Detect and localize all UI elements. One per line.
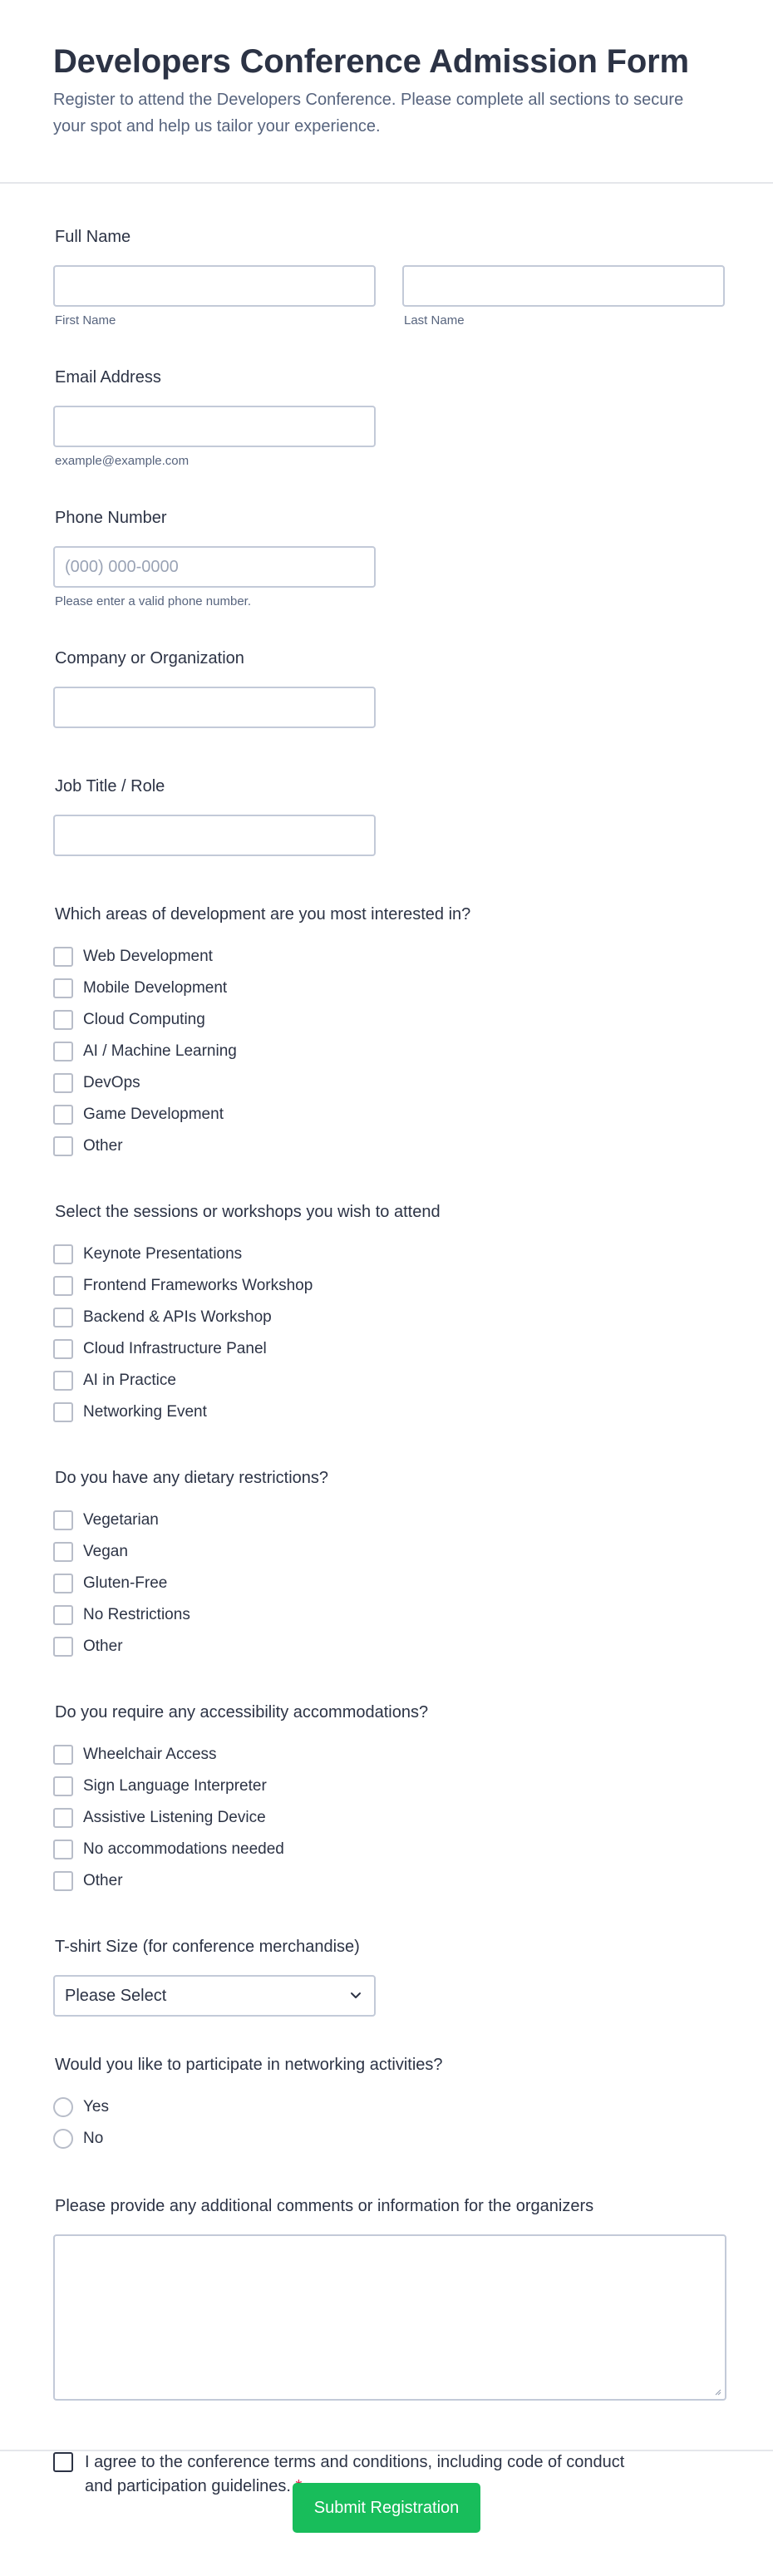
job-title-label: Job Title / Role <box>55 777 165 795</box>
option-label: Sign Language Interpreter <box>83 1777 267 1795</box>
option-label: Mobile Development <box>83 979 228 997</box>
form-header <box>0 0 773 184</box>
submit-button[interactable]: Submit Registration <box>293 2483 480 2533</box>
tshirt-size-select[interactable] <box>53 1975 376 2017</box>
option-label: Cloud Infrastructure Panel <box>83 1340 267 1357</box>
checkbox-option[interactable] <box>53 1505 728 1536</box>
form-description: Register to attend the Developers Conference. Please complete all sections to secure your spot and help us tailor your experience. <box>53 91 684 135</box>
checkbox-option[interactable] <box>53 1599 728 1631</box>
checkbox[interactable] <box>53 1010 73 1030</box>
option-label: Assistive Listening Device <box>83 1809 266 1826</box>
select-value: Please Select <box>65 1986 167 2005</box>
job-title-field <box>53 775 728 856</box>
checkbox[interactable] <box>53 1574 73 1593</box>
checkbox[interactable] <box>53 1073 73 1093</box>
checkbox-option[interactable] <box>53 1536 728 1568</box>
checkbox-option[interactable] <box>53 973 728 1004</box>
checkbox-option[interactable] <box>53 1270 728 1302</box>
last-name-input[interactable] <box>402 265 725 307</box>
email-sublabel: example@example.com <box>55 454 190 468</box>
checkbox-option[interactable] <box>53 1739 728 1771</box>
option-label: Web Development <box>83 948 213 965</box>
email-label: Email Address <box>55 368 161 387</box>
comments-field <box>53 2194 728 2401</box>
checkbox-option[interactable] <box>53 1834 728 1865</box>
first-name-sublabel: First Name <box>55 313 116 328</box>
resize-handle-icon[interactable] <box>713 2387 721 2396</box>
option-label: Networking Event <box>83 1403 207 1421</box>
first-name-input[interactable] <box>53 265 376 307</box>
checkbox[interactable] <box>53 1745 73 1765</box>
option-label: Wheelchair Access <box>83 1746 217 1763</box>
checkbox[interactable] <box>53 1510 73 1530</box>
email-field <box>53 366 728 468</box>
checkbox[interactable] <box>53 1402 73 1422</box>
job-title-input[interactable] <box>53 815 376 856</box>
phone-field <box>53 506 728 608</box>
accessibility-field <box>53 1701 728 1897</box>
option-label: Keynote Presentations <box>83 1245 243 1263</box>
radio-option[interactable] <box>53 2123 728 2155</box>
phone-input[interactable] <box>53 546 376 588</box>
checkbox[interactable] <box>53 1276 73 1296</box>
option-label: DevOps <box>83 1074 140 1091</box>
chevron-down-icon <box>349 1988 362 2002</box>
option-label: Frontend Frameworks Workshop <box>83 1277 313 1294</box>
checkbox[interactable] <box>53 1105 73 1125</box>
checkbox-option[interactable] <box>53 1771 728 1802</box>
checkbox[interactable] <box>53 1371 73 1391</box>
phone-sublabel: Please enter a valid phone number. <box>55 594 251 608</box>
email-input[interactable] <box>53 406 376 447</box>
sessions-field <box>53 1200 728 1428</box>
checkbox[interactable] <box>53 1542 73 1562</box>
dietary-label: Do you have any dietary restrictions? <box>55 1469 329 1487</box>
option-label: No Restrictions <box>83 1606 190 1623</box>
checkbox-option[interactable] <box>53 1036 728 1067</box>
networking-field <box>53 2053 728 2155</box>
checkbox-option[interactable] <box>53 1396 728 1428</box>
comments-label: Please provide any additional comments or information for the organizers <box>55 2197 594 2215</box>
terms-text: I agree to the conference terms and conditions, including code of conduct and participation guidelines. <box>85 2453 625 2495</box>
checkbox[interactable] <box>53 978 73 998</box>
checkbox-option[interactable] <box>53 1631 728 1662</box>
option-label: AI / Machine Learning <box>83 1042 237 1060</box>
checkbox-option[interactable] <box>53 941 728 973</box>
checkbox-option[interactable] <box>53 1802 728 1834</box>
checkbox-option[interactable] <box>53 1302 728 1333</box>
form-body <box>0 184 773 2499</box>
checkbox-option[interactable] <box>53 1239 728 1270</box>
radio-option[interactable] <box>53 2091 728 2123</box>
dietary-field <box>53 1466 728 1662</box>
option-label: Backend & APIs Workshop <box>83 1308 272 1326</box>
option-label: Vegan <box>83 1543 128 1560</box>
radio-button[interactable] <box>53 2129 73 2149</box>
full-name-label: Full Name <box>55 228 131 246</box>
checkbox-option[interactable] <box>53 1568 728 1599</box>
option-label: Gluten-Free <box>83 1574 168 1592</box>
checkbox[interactable] <box>53 1042 73 1061</box>
checkbox[interactable] <box>53 1605 73 1625</box>
option-label: AI in Practice <box>83 1372 176 1389</box>
checkbox-option[interactable] <box>53 1004 728 1036</box>
checkbox-option[interactable] <box>53 1865 728 1897</box>
checkbox-option[interactable] <box>53 1130 728 1162</box>
last-name-sublabel: Last Name <box>404 313 465 328</box>
tshirt-field <box>53 1935 728 2017</box>
option-label: Cloud Computing <box>83 1011 205 1028</box>
checkbox[interactable] <box>53 1637 73 1657</box>
company-label: Company or Organization <box>55 649 244 667</box>
option-label: Yes <box>83 2098 109 2115</box>
company-input[interactable] <box>53 687 376 728</box>
checkbox[interactable] <box>53 1244 73 1264</box>
interests-field <box>53 903 728 1162</box>
checkbox[interactable] <box>53 1871 73 1891</box>
option-label: Vegetarian <box>83 1511 159 1529</box>
checkbox-option[interactable] <box>53 1067 728 1099</box>
option-label: No <box>83 2130 104 2147</box>
checkbox[interactable] <box>53 1308 73 1327</box>
option-label: Other <box>83 1872 123 1889</box>
option-label: Game Development <box>83 1106 224 1123</box>
checkbox-option[interactable] <box>53 1365 728 1396</box>
accessibility-label: Do you require any accessibility accommodations? <box>55 1703 429 1721</box>
networking-label: Would you like to participate in networking activities? <box>55 2056 443 2074</box>
page-title: Developers Conference Admission Form <box>53 43 689 80</box>
phone-label: Phone Number <box>55 509 167 527</box>
checkbox[interactable] <box>53 1339 73 1359</box>
sessions-label: Select the sessions or workshops you wish to attend <box>55 1203 441 1221</box>
checkbox[interactable] <box>53 1776 73 1796</box>
interests-label: Which areas of development are you most interested in? <box>55 905 471 924</box>
checkbox[interactable] <box>53 1840 73 1859</box>
checkbox-option[interactable] <box>53 1333 728 1365</box>
option-label: Other <box>83 1638 123 1655</box>
checkbox-option[interactable] <box>53 1099 728 1130</box>
radio-button[interactable] <box>53 2097 73 2117</box>
company-field <box>53 647 728 728</box>
checkbox[interactable] <box>53 1808 73 1828</box>
form-footer <box>0 2450 773 2576</box>
checkbox[interactable] <box>53 947 73 967</box>
full-name-field <box>53 225 728 328</box>
checkbox[interactable] <box>53 1136 73 1156</box>
tshirt-label: T-shirt Size (for conference merchandise) <box>55 1938 360 1956</box>
option-label: No accommodations needed <box>83 1840 284 1858</box>
comments-textarea[interactable] <box>53 2234 726 2401</box>
option-label: Other <box>83 1137 123 1155</box>
